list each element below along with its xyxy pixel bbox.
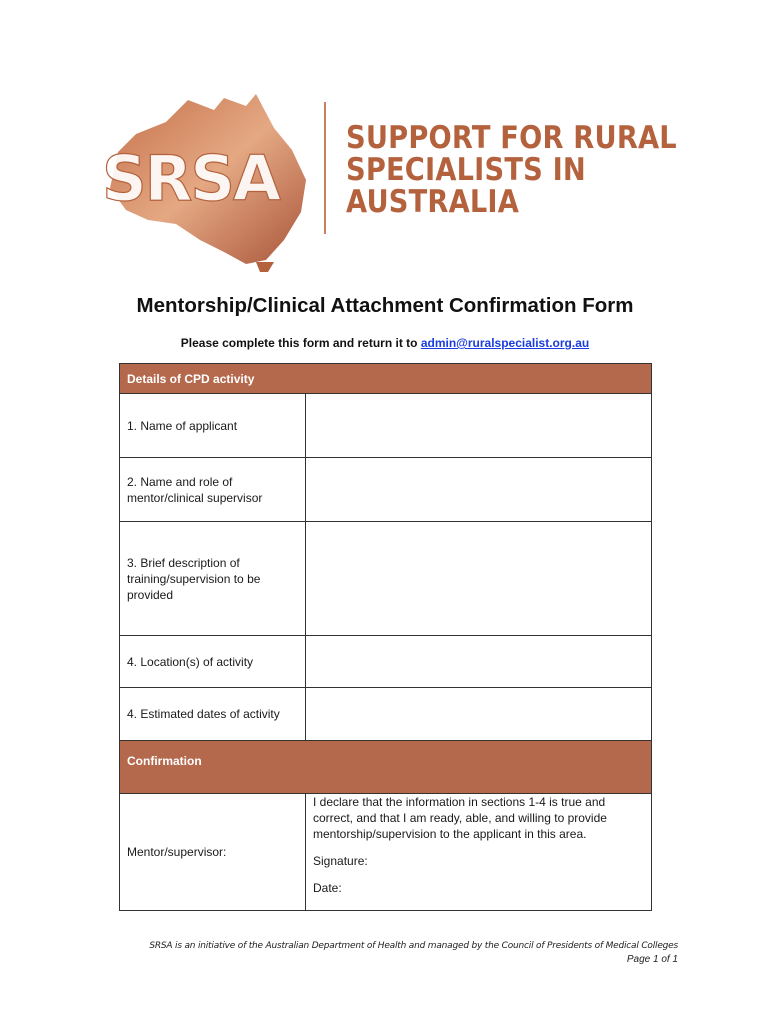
section-header-details: Details of CPD activity — [120, 364, 652, 394]
form-table — [119, 363, 652, 911]
australia-map-logo-graphic — [96, 92, 316, 277]
applicant-name-field[interactable] — [306, 394, 652, 458]
declaration-text: I declare that the information in sections 1-4 is true and correct, and that I am ready, able, and willing to provide mentorship/supervision to the applicant in this area. — [313, 795, 607, 841]
logo-line-1: SUPPORT FOR RURAL — [346, 120, 677, 156]
training-description-field[interactable] — [306, 522, 652, 636]
srsa-logo — [96, 92, 686, 277]
section-header-confirmation: Confirmation — [120, 741, 652, 794]
row-label-mentor-supervisor: Mentor/supervisor: — [120, 794, 306, 911]
signature-field[interactable]: Signature: — [313, 854, 368, 868]
date-field[interactable]: Date: — [313, 881, 342, 895]
logo-line-3: AUSTRALIA — [346, 184, 520, 220]
tasmania-shape — [256, 262, 274, 272]
instruction-label: Please complete this form and return it to — [180, 336, 421, 350]
row-label-training-description: 3. Brief description of training/supervision to be provided — [120, 522, 306, 636]
location-field[interactable] — [306, 636, 652, 688]
logo-line-2: SPECIALISTS IN — [346, 152, 586, 188]
row-label-applicant-name: 1. Name of applicant — [120, 394, 306, 458]
logo-divider — [324, 102, 326, 234]
instruction-text — [0, 336, 770, 350]
logo-wordmark — [346, 120, 677, 220]
row-label-dates: 4. Estimated dates of activity — [120, 688, 306, 741]
email-link[interactable]: admin@ruralspecialist.org.au — [420, 336, 590, 350]
footer-note: SRSA is an initiative of the Australian Department of Health and managed by the Council of Presidents of Medical Colleges — [149, 941, 678, 951]
logo-acronym: SRSA — [102, 142, 280, 215]
page-number: Page 1 of 1 — [626, 954, 678, 965]
declaration-cell — [306, 794, 652, 911]
row-label-mentor-name-role: 2. Name and role of mentor/clinical supervisor — [120, 458, 306, 522]
row-label-location: 4. Location(s) of activity — [120, 636, 306, 688]
dates-field[interactable] — [306, 688, 652, 741]
form-title: Mentorship/Clinical Attachment Confirmation Form — [136, 294, 634, 317]
mentor-name-role-field[interactable] — [306, 458, 652, 522]
